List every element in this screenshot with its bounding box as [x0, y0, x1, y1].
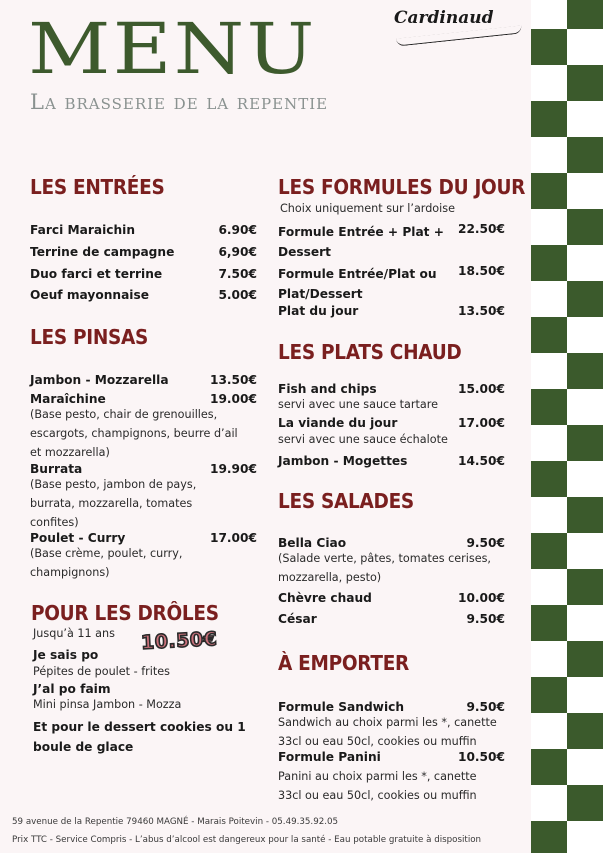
formule-name: Plat du jour — [278, 304, 359, 318]
checker-cell — [567, 461, 603, 497]
checker-cell — [531, 605, 567, 641]
checker-cell — [531, 209, 567, 245]
salade-description: (Salade verte, pâtes, tomates cerises, mozzarella, pesto) — [278, 552, 491, 584]
kids-item-description: Mini pinsa Jambon - Mozza — [33, 698, 182, 711]
kids-item-description: Pépites de poulet - frites — [33, 665, 170, 678]
checker-cell — [567, 425, 603, 461]
salade-name: Chèvre chaud — [278, 591, 372, 605]
heading-entrees: LES ENTRÉES — [30, 176, 165, 200]
pinsa-price: 13.50€ — [209, 373, 257, 387]
checker-cell — [567, 0, 603, 29]
kids-menu-price: 10.50€ — [140, 628, 218, 654]
checker-cell — [567, 209, 603, 245]
checker-cell — [531, 389, 567, 425]
checker-cell — [531, 65, 567, 101]
salade-name: Bella Ciao — [278, 536, 347, 550]
heading-salades: LES SALADES — [278, 490, 414, 514]
heading-pour-les-droles: POUR LES DRÔLES — [31, 602, 219, 626]
emporter-name: Formule Sandwich — [278, 700, 405, 714]
entree-name: Farci Maraichin — [30, 223, 136, 237]
checker-cell — [567, 569, 603, 605]
cardinaud-logo: Cardinaud — [394, 8, 494, 28]
footer-address: 59 avenue de la Repentie 79460 MAGNÉ - Marais Poitevin - 05.49.35.92.05 — [12, 817, 339, 827]
formule-price: 18.50€ — [457, 264, 505, 278]
kids-dessert: Et pour le dessert cookies ou 1 boule de glace — [33, 720, 246, 754]
plat-price: 17.00€ — [457, 416, 505, 430]
age-limit: Jusqu’à 11 ans — [33, 627, 115, 640]
checker-cell — [567, 641, 603, 677]
heading-pinsas: LES PINSAS — [30, 326, 149, 350]
page-subtitle: La brasserie de la repentie — [30, 90, 329, 114]
checker-cell — [531, 245, 567, 281]
emporter-description: Panini au choix parmi les *, canette 33cl ou eau 50cl, cookies ou muffin — [278, 770, 477, 802]
pinsa-name: Poulet - Curry — [30, 531, 126, 545]
plat-name: Jambon - Mogettes — [278, 454, 408, 468]
pinsa-name: Jambon - Mozzarella — [30, 373, 169, 387]
pinsa-name: Burrata — [30, 462, 83, 476]
checker-cell — [531, 425, 567, 461]
checker-cell — [531, 713, 567, 749]
checker-cell — [567, 353, 603, 389]
checker-cell — [531, 173, 567, 209]
checker-cell — [531, 101, 567, 137]
checker-cell — [531, 821, 567, 853]
pinsa-description: (Base pesto, chair de grenouilles, escargots, champignons, beurre d’ail et mozzarella) — [30, 408, 238, 459]
checker-cell — [531, 461, 567, 497]
emporter-description: Sandwich au choix parmi les *, canette 33cl ou eau 50cl, cookies ou muffin — [278, 716, 497, 748]
checker-cell — [531, 533, 567, 569]
checker-cell — [567, 29, 603, 65]
plat-price: 14.50€ — [457, 454, 505, 468]
checker-cell — [567, 497, 603, 533]
checker-cell — [531, 569, 567, 605]
plat-name: La viande du jour — [278, 416, 398, 430]
kids-item-name: Je sais po — [33, 648, 99, 662]
formules-note: Choix uniquement sur l’ardoise — [280, 202, 455, 215]
checker-cell — [567, 749, 603, 785]
entree-name: Oeuf mayonnaise — [30, 288, 149, 302]
checker-cell — [531, 749, 567, 785]
checker-cell — [567, 389, 603, 425]
heading-a-emporter: À EMPORTER — [278, 652, 410, 676]
pinsa-price: 19.90€ — [209, 462, 257, 476]
checker-cell — [531, 29, 567, 65]
pinsa-price: 19.00€ — [209, 392, 257, 406]
footer-legal: Prix TTC - Service Compris - L’abus d’alcool est dangereux pour la santé - Eau potable gratuite à disposition — [12, 835, 482, 845]
formule-price: 13.50€ — [457, 304, 505, 318]
entree-price: 6.90€ — [218, 223, 257, 237]
entree-name: Duo farci et terrine — [30, 267, 163, 281]
checkerboard-border — [531, 0, 603, 853]
plat-description: servi avec une sauce échalote — [278, 433, 448, 446]
pinsa-description: (Base pesto, jambon de pays, burrata, mozzarella, tomates confites) — [30, 478, 197, 529]
checker-cell — [567, 65, 603, 101]
checker-cell — [567, 101, 603, 137]
plat-description: servi avec une sauce tartare — [278, 398, 438, 411]
logo-swoosh — [396, 25, 522, 46]
formule-price: 22.50€ — [457, 222, 505, 236]
checker-cell — [531, 353, 567, 389]
checker-cell — [531, 281, 567, 317]
checker-cell — [567, 605, 603, 641]
checker-cell — [531, 0, 567, 29]
checker-cell — [567, 713, 603, 749]
checker-cell — [531, 137, 567, 173]
entree-price: 7.50€ — [218, 267, 257, 281]
entree-price: 5.00€ — [218, 288, 257, 302]
emporter-name: Formule Panini — [278, 750, 381, 764]
checker-cell — [531, 641, 567, 677]
pinsa-name: Maraîchine — [30, 392, 106, 406]
checker-cell — [567, 173, 603, 209]
page-title: MENU — [28, 8, 317, 90]
checker-cell — [567, 677, 603, 713]
salade-price: 9.50€ — [466, 536, 505, 550]
formule-name: Formule Entrée + Plat + Dessert — [278, 225, 444, 259]
plat-price: 15.00€ — [457, 382, 505, 396]
checker-cell — [531, 677, 567, 713]
kids-item-name: J’al po faim — [33, 682, 111, 696]
checker-cell — [567, 533, 603, 569]
salade-price: 9.50€ — [466, 612, 505, 626]
formule-name: Formule Entrée/Plat ou Plat/Dessert — [278, 267, 437, 301]
emporter-price: 9.50€ — [466, 700, 505, 714]
checker-cell — [567, 281, 603, 317]
checker-cell — [531, 317, 567, 353]
entree-name: Terrine de campagne — [30, 245, 175, 259]
plat-name: Fish and chips — [278, 382, 377, 396]
checker-cell — [567, 317, 603, 353]
checker-cell — [567, 785, 603, 821]
salade-name: César — [278, 612, 317, 626]
pinsa-description: (Base crème, poulet, curry, champignons) — [30, 547, 183, 579]
heading-formules-du-jour: LES FORMULES DU JOUR — [278, 176, 526, 200]
checker-cell — [567, 245, 603, 281]
pinsa-price: 17.00€ — [209, 531, 257, 545]
emporter-price: 10.50€ — [457, 750, 505, 764]
checker-cell — [531, 785, 567, 821]
entree-price: 6,90€ — [218, 245, 257, 259]
checker-cell — [567, 137, 603, 173]
checker-cell — [567, 821, 603, 853]
heading-plats-chaud: LES PLATS CHAUD — [278, 341, 462, 365]
salade-price: 10.00€ — [457, 591, 505, 605]
checker-cell — [531, 497, 567, 533]
